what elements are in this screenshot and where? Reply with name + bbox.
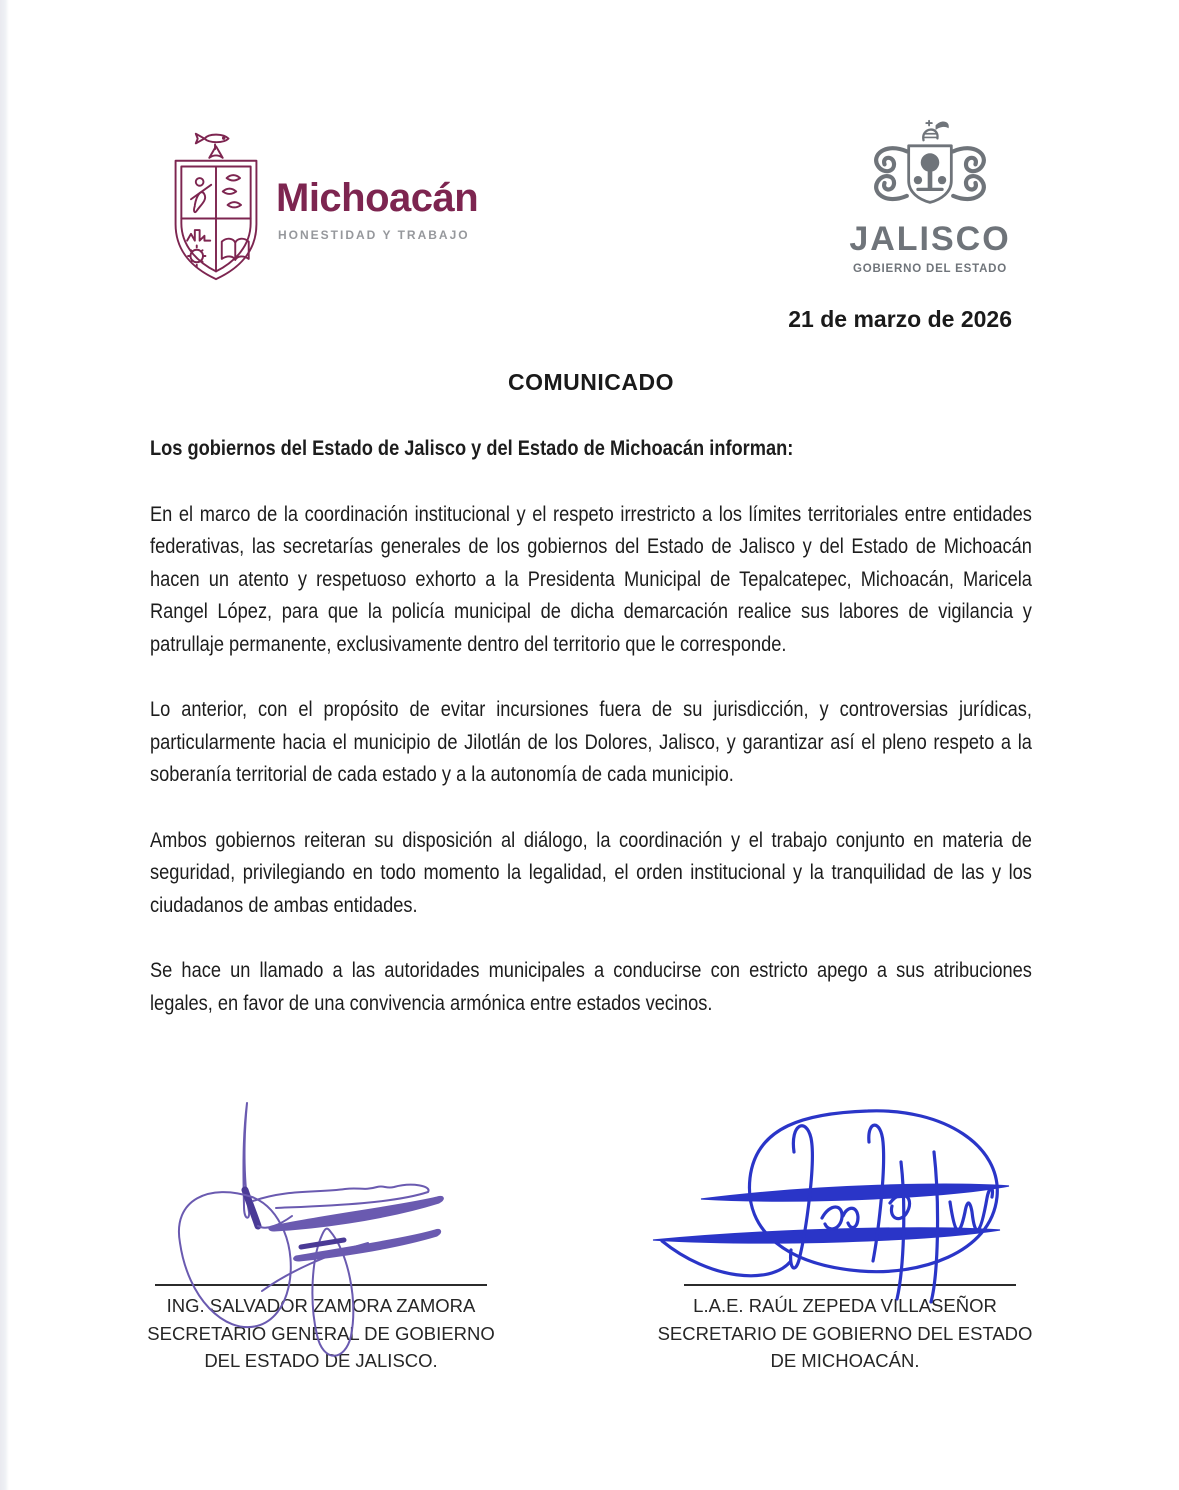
michoacan-coat-of-arms-icon bbox=[164, 128, 268, 282]
jalisco-logo bbox=[845, 118, 1015, 275]
michoacan-wordmark: Michoacán bbox=[276, 176, 479, 220]
jalisco-tagline: GOBIERNO DEL ESTADO bbox=[852, 263, 1008, 275]
intro-line: Los gobiernos del Estado de Jalisco y del Estado de Michoacán informan: bbox=[150, 436, 794, 460]
michoacan-tagline: HONESTIDAD Y TRABAJO bbox=[278, 228, 470, 242]
document-title: COMUNICADO bbox=[508, 369, 674, 395]
paragraph-1: En el marco de la coordinación institucional y el respeto irrestricto a los límites territoriales entre entidades federativas, las secretarías generales de los gobiernos del Estado de Jalisco y del Estado de Michoacán hacen un atento y respetuoso exhorto a la Presidenta Municipal de Tepalcatepec, Michoacán, Maricela Rangel López, para que la policía municipal de dicha demarcación realice sus labores de vigilancia y patrullaje permanente, exclusivamente dentro del territorio que le corresponde. bbox=[150, 501, 1032, 656]
signatory-left-title2: DEL ESTADO DE JALISCO. bbox=[204, 1350, 438, 1371]
letter-body bbox=[150, 432, 1032, 1052]
michoacan-logo bbox=[164, 128, 478, 282]
jalisco-wordmark: JALISCO bbox=[849, 220, 1011, 258]
jalisco-coat-of-arms-icon bbox=[862, 118, 998, 220]
scan-edge bbox=[0, 0, 9, 1490]
signatory-right-title1: SECRETARIO DE GOBIERNO DEL ESTADO bbox=[657, 1322, 1033, 1344]
signatory-left-name: ING. SALVADOR ZAMORA ZAMORA bbox=[166, 1295, 476, 1316]
signature-ink-right bbox=[653, 1111, 1009, 1302]
paragraph-3: Ambos gobiernos reiteran su disposición al diálogo, la coordinación y el trabajo conjunto en materia de seguridad, privilegiando en todo momento la legalidad, el orden institucional y la tranquilidad de las y los ciudadanos de ambas entidades. bbox=[150, 827, 1032, 917]
signatory-left-title1: SECRETARIO GENERAL DE GOBIERNO bbox=[147, 1322, 495, 1344]
paragraph-2: Lo anterior, con el propósito de evitar incursiones fuera de su jurisdicción, y controversias jurídicas, particularmente hacia el municipio de Jilotlán de los Dolores, Jalisco, y garantizar así el pleno respeto a la soberanía territorial de cada estado y a la autonomía de cada municipio. bbox=[150, 697, 1032, 786]
paragraph-4: Se hace un llamado a las autoridades municipales a conducirse con estricto apego a sus atribuciones legales, en favor de una convivencia armónica entre estados vecinos. bbox=[150, 958, 1032, 1015]
signatures-ink bbox=[120, 1085, 1070, 1385]
signatory-right-name: L.A.E. RAÚL ZEPEDA VILLASEÑOR bbox=[693, 1295, 997, 1316]
signature-ink-left bbox=[179, 1103, 443, 1356]
signatory-right-title2: DE MICHOACÁN. bbox=[770, 1350, 920, 1371]
date-line: 21 de marzo de 2026 bbox=[788, 306, 1012, 332]
